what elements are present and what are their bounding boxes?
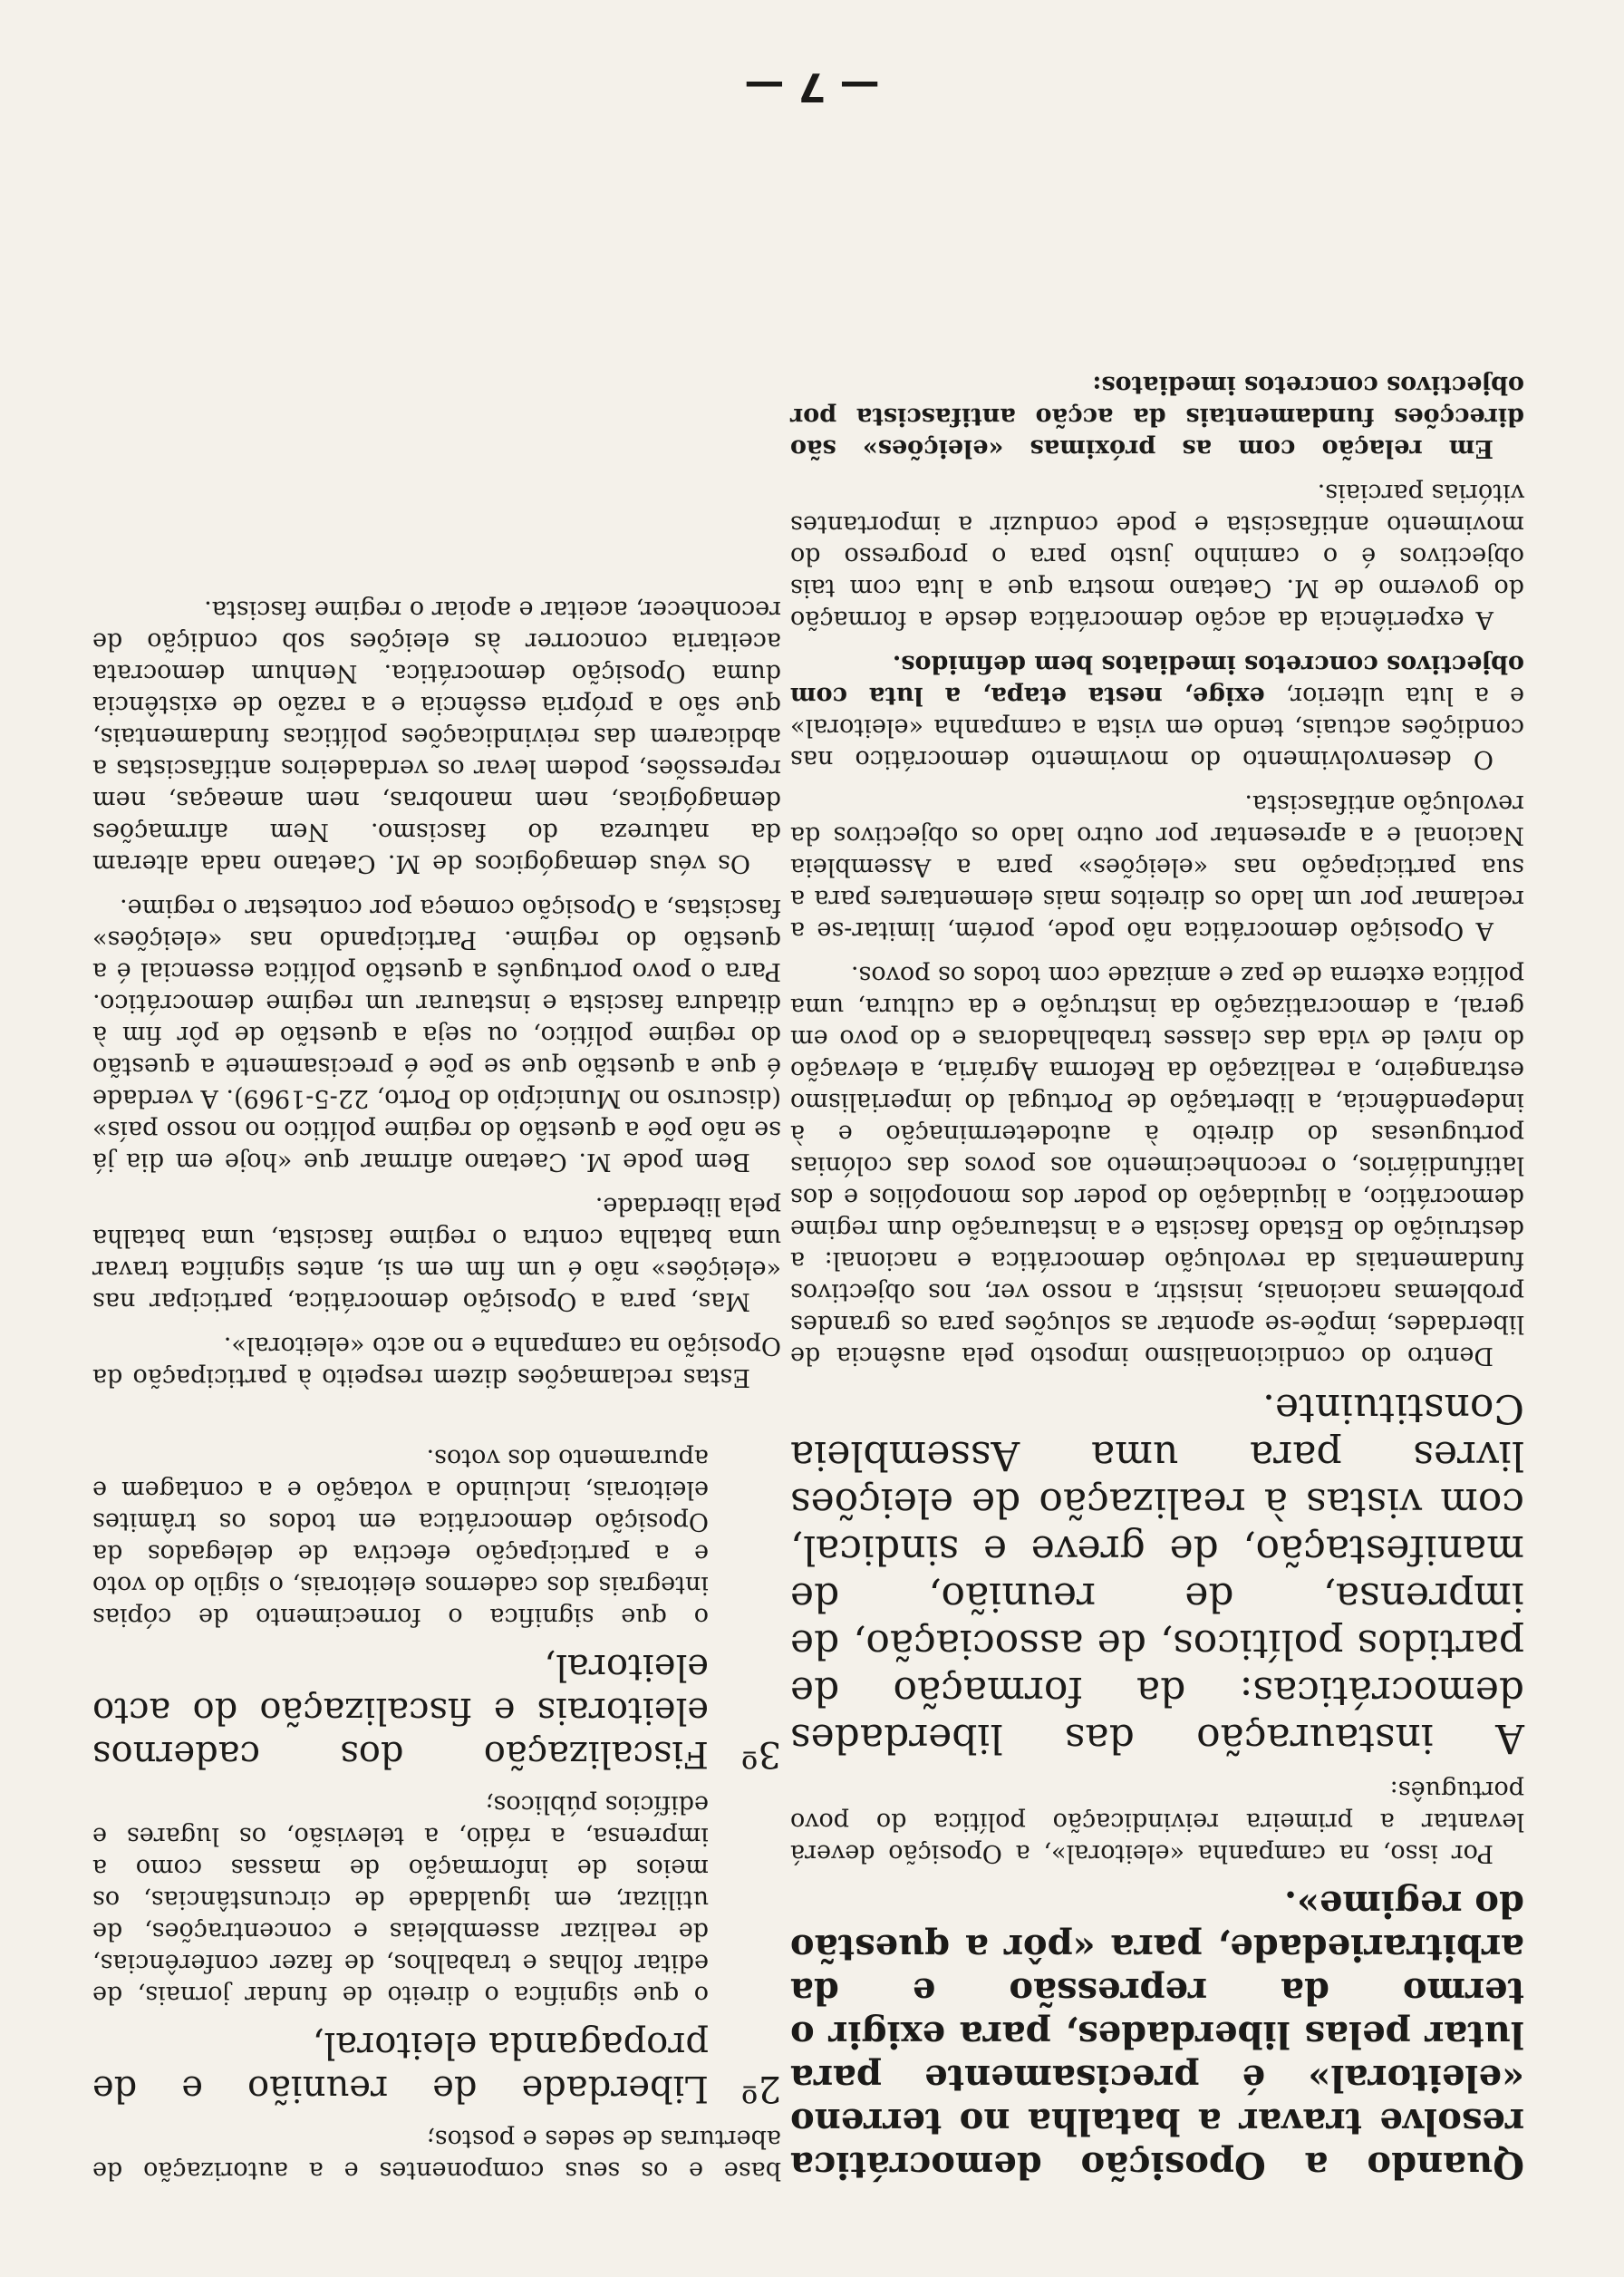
list-item-2 <box>92 1776 781 2110</box>
paragraph-headquarters: base e os seus componentes e a autorização de aberturas de sedes e postos; <box>92 2125 781 2185</box>
movement-text-emphasis: exige, nesta etapa, a luta com objectivos concretos imediatos bem definidos. <box>789 650 1524 710</box>
right-column <box>92 581 781 2186</box>
list-heading-3: Fiscalização dos cadernos eleitorais e fiscalização do acto eleitoral, <box>92 1646 709 1775</box>
list-number-2: 2º <box>740 2068 781 2109</box>
paragraph-movement-development <box>790 648 1524 775</box>
page-number: — 7 — <box>744 63 880 110</box>
paragraph-campaign-claim: Por isso, na campanha «eleitoral», a Oposição deverá levantar a primeira reivindicação política do povo português: <box>790 1776 1524 1867</box>
movement-text: O desenvolvimento do movimento democrático nas condições actuais, tendo em vista a campanha «eleitoral» e a luta ulterior, <box>790 682 1524 773</box>
paragraph-democratic-liberties: A instauração das liberdades democráticas: da formação de partidos políticos, de associação, de imprensa, de reunião, de manifestação, de greve e sindical, com vistas à realização de eleições livres para uma Assembleia Constituinte. <box>790 1385 1524 1761</box>
paragraph-opposition-battle: Quando a Oposição democrática resolve travar a batalha no terreno «eleitoral» é precisamente para lutar pelas liberdades, para exigir o termo da repressão e da arbitrariedade, para «pôr a questão do regime». <box>790 1883 1524 2186</box>
paragraph-basic-rights: A Oposição democrática não pode, porém, limitar-se a reclamar por um lado os direitos mais elementares para a sua participação nas «eleições» para a Assembleia Nacional e a apresentar por outro lado os objectivos da revolução antifascista. <box>790 790 1524 945</box>
paragraph-participation: Mas, para a Oposição democrática, participar nas «eleições» não é um fim em si, antes significa travar uma batalha contra o regime fascista, uma batalha pela liberdade. <box>92 1192 781 1315</box>
paragraph-demagogic-veils: Os véus demagógicos de M. Caetano nada alteram da natureza do fascismo. Nem afirmações demagógicas, nem manobras, nem ameaças, nem repressões, podem levar os verdadeiros antifascistas a abdicarem das reivindicações políticas fundamentais, que são a própria essência e a razão de existência duma Oposição democrática. Nenhum democrata aceitaria concorrer às eleições sob condição de reconhecer, aceitar e apoiar o regime fascista. <box>92 596 781 877</box>
list-body-2: o que significa o direito de fundar jornais, de editar folhas e trabalhos, de fazer conferências, de realizar assembleias e concentrações, de utilizar, em igualdade de circunstâncias, os meios de informação de massas como a imprensa, a rádio, a televisão, os lugares e edifícios públicos; <box>92 1790 709 2009</box>
paragraph-regime-question: Bem pode M. Caetano afirmar que «hoje em dia já se não põe a questão do regime político no nosso país» (discurso no Município do Porto, 22-5-1969). A verdade é que a questão que se põe é precisamente a questão do regime político, ou seja a questão de pôr fim à ditadura fascista e instaurar um regime democrático. Para o povo português a questão política essencial é a questão do regime. Participando nas «eleições» fascistas, a Oposição começa por contestar o regime. <box>92 894 781 1176</box>
paragraph-claims: Estas reclamações dizem respeito à participação da Oposição na campanha e no acto «eleitoral». <box>92 1332 781 1391</box>
paragraph-national-problems: Dentro do condicionalismo imposto pela ausência de liberdades, impõe-se apontar as soluções para os grandes problemas nacionais, insistir, a nosso ver, nos objectivos fundamentais da revolução democrática e nacional: a destruição do Estado fascista e a instauração dum regime democrático, a liquidação do poder dos monopólios e dos latifundiários, o reconhecimento aos povos das colónias portuguesas do direito à autodeterminação e à independência, a libertação de Portugal do imperialismo estrangeiro, a realização da Reforma Agrária, a elevação do nível de vida das classes trabalhadoras e do povo em geral, a democratização da instrução e da cultura, uma política externa de paz e amizade com todos os povos. <box>790 961 1524 1370</box>
paragraph-experience: A experiência da acção democrática desde a formação do governo de M. Caetano mostra que a luta com tais objectivos é o caminho justo para o progresso do movimento antifascista e pode conduzir a importantes vitórias parciais. <box>790 479 1524 634</box>
list-item-3 <box>92 1429 781 1776</box>
list-number-3: 3º <box>740 1733 781 1775</box>
left-column <box>790 356 1524 2186</box>
list-body-3: o que significa o fornecimento de cópias integrais dos cadernos eleitorais, o sigilo do voto e a participação efectiva de delegados da Oposição democrática em todos os trâmites eleitorais, incluindo a votação e a contagem e apuramento dos votos. <box>92 1444 709 1631</box>
paragraph-directions: Em relação com as próximas «eleições» são direcções fundamentais da acção antifascista por objectivos concretos imediatos: <box>790 371 1524 462</box>
list-heading-2: Liberdade de reunião e de propaganda eleitoral, <box>92 2024 709 2109</box>
